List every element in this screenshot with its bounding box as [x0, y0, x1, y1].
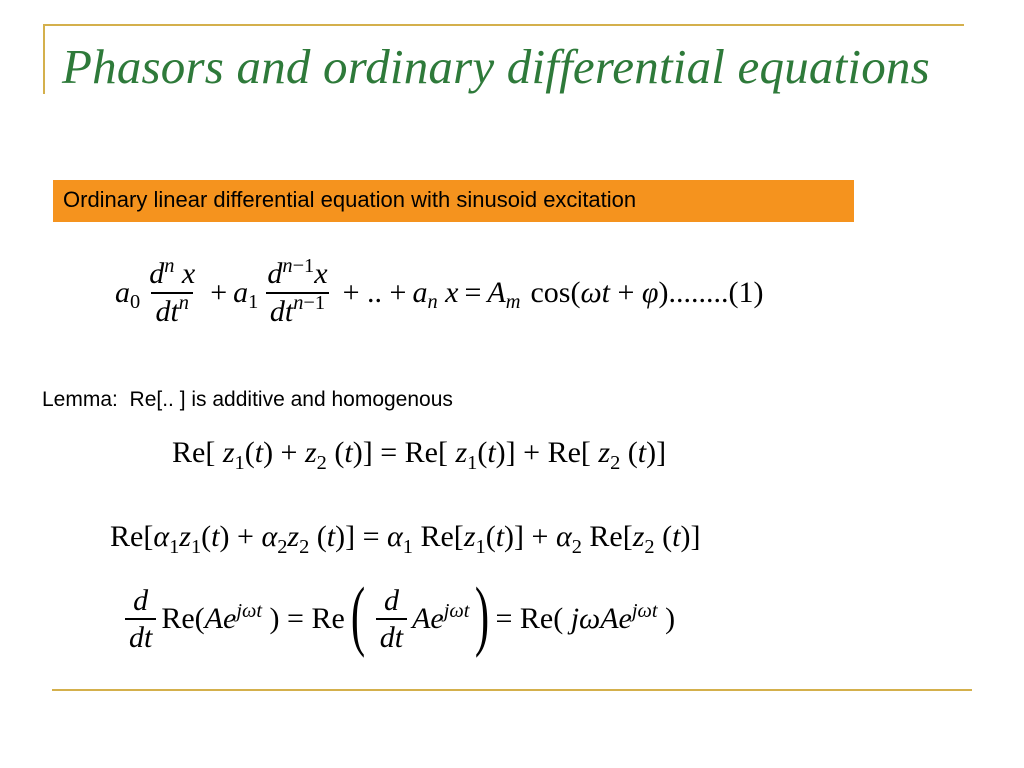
additive-equation: Re[ $z_1(t) + z_2$ (t)] = Re[ $z_1(t)] + Re$[ $z_2$ (t)]	[172, 436, 667, 474]
lemma-text: Lemma: Re[.. ] is additive and homogenous	[42, 388, 453, 411]
frame-bottom-line	[52, 689, 972, 691]
slide-title: Phasors and ordinary differential equations	[62, 39, 930, 94]
section-banner	[53, 180, 854, 222]
banner-text: Ordinary linear differential equation with sinusoid excitation	[63, 187, 637, 212]
homogeneous-equation: $Re[\alpha_1z_1(t) + \alpha_2z_2$ $(t)] = \alpha_1$ $Re[z_1(t)] + \alpha_2$ $Re[z_2$ (t)]	[110, 520, 701, 558]
frame-left-line	[43, 24, 45, 94]
frame-top-line	[43, 24, 964, 26]
fraction-d-dt-mid: $\frac{d}{dt}$	[376, 585, 407, 654]
fraction-dnx: $\frac{d^n x}{dt^n}$	[149, 254, 196, 328]
equation-dots: ........	[668, 275, 729, 309]
equation-number: (1)	[728, 275, 764, 309]
ode-equation: $a_0$ $\frac{d^n x}{dt^n}$ + $a_1$ $\frac{d^{n-1}x}{dt^{n-1}}$ + .. + $a_n$ x = $A_m$ cos(ωt + φ) ........ (1)	[115, 254, 764, 328]
fraction-d-dt-left: $\frac{d}{dt}$	[125, 585, 156, 654]
fraction-dn1x: $\frac{d^{n-1}x}{dt^{n-1}}$	[267, 254, 328, 328]
derivative-equation: $\frac{d}{dt}$ $Re(Ae^{j\omega t}$ ) = Re ( $\frac{d}{dt}$ $Ae^{j\omega t}$ ) = Re( jωAe$^{j\omega t}$ )	[120, 580, 675, 658]
